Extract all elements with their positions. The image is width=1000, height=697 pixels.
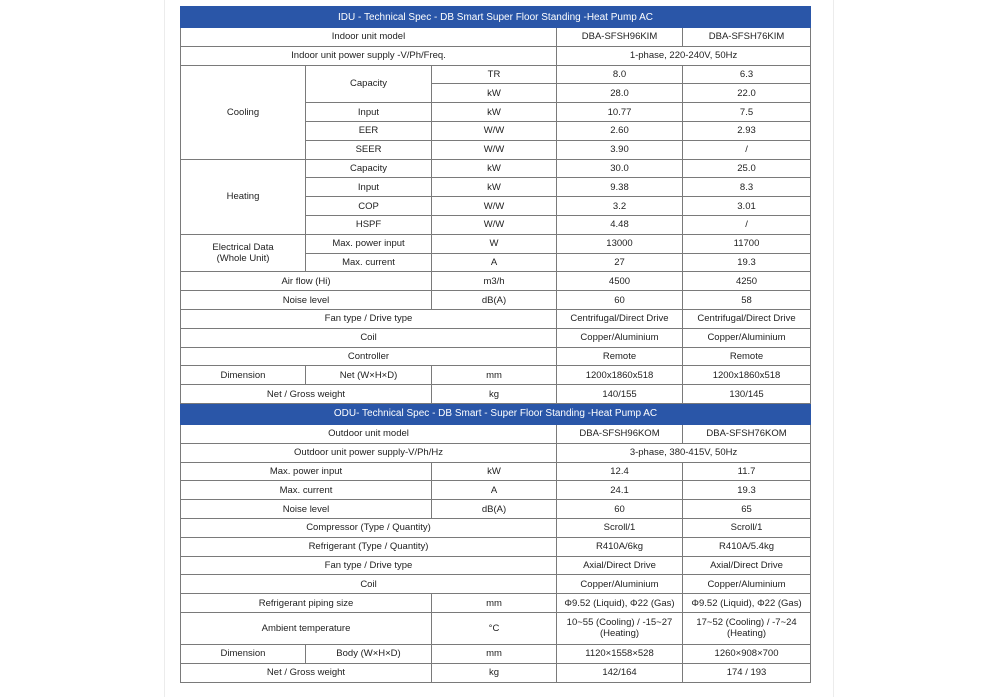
cell-value: 1200x1860x518	[683, 366, 811, 385]
cell-value: 7.5	[683, 103, 811, 122]
cell-value: 60	[557, 500, 683, 519]
cell-value: 3.2	[557, 197, 683, 216]
cell-value: Axial/Direct Drive	[557, 556, 683, 575]
cell-value: Copper/Aluminium	[683, 328, 811, 347]
table-row	[181, 663, 811, 682]
cell-value: 4500	[557, 272, 683, 291]
group-label: Cooling	[181, 65, 306, 159]
row-label: Noise level	[181, 500, 432, 519]
row-label: Refrigerant (Type / Quantity)	[181, 537, 557, 556]
cell-value: 6.3	[683, 65, 811, 84]
cell-value: 11700	[683, 234, 811, 253]
table-row	[181, 309, 811, 328]
electrical-label-line2: (Whole Unit)	[216, 253, 270, 265]
cell-value: /	[683, 215, 811, 234]
cell-value: 12.4	[557, 462, 683, 481]
unit-cell: kW	[432, 84, 557, 103]
cell-value: 30.0	[557, 159, 683, 178]
table-row	[181, 46, 811, 65]
row-label: Fan type / Drive type	[181, 556, 557, 575]
cell-value: Φ9.52 (Liquid), Φ22 (Gas)	[683, 594, 811, 613]
table-row	[181, 291, 811, 310]
row-label: Outdoor unit power supply-V/Ph/Hz	[181, 443, 557, 462]
table-row	[181, 347, 811, 366]
cell-value: 1200x1860x518	[557, 366, 683, 385]
row-label: SEER	[306, 140, 432, 159]
row-label: Air flow (Hi)	[181, 272, 432, 291]
cell-value: 13000	[557, 234, 683, 253]
model-value: DBA-SFSH76KOM	[683, 424, 811, 443]
odu-title: ODU- Technical Spec - DB Smart - Super Floor Standing -Heat Pump AC	[181, 403, 811, 424]
table-row	[181, 612, 811, 644]
row-label: Max. power input	[181, 462, 432, 481]
cell-value: Remote	[557, 347, 683, 366]
row-label: Net / Gross weight	[181, 663, 432, 682]
cell-value: 4.48	[557, 215, 683, 234]
row-label: EER	[306, 121, 432, 140]
cell-value: Scroll/1	[557, 518, 683, 537]
cell-value: Φ9.52 (Liquid), Φ22 (Gas)	[557, 594, 683, 613]
electrical-label-line1: Electrical Data	[212, 242, 274, 254]
model-value: DBA-SFSH76KIM	[683, 28, 811, 47]
cell-value: 9.38	[557, 178, 683, 197]
table-row	[181, 443, 811, 462]
cell-value: 1260×908×700	[683, 644, 811, 663]
cell-value: 65	[683, 500, 811, 519]
unit-cell: kW	[432, 178, 557, 197]
cell-value: 2.60	[557, 121, 683, 140]
table-row	[181, 366, 811, 385]
row-label: COP	[306, 197, 432, 216]
spec-sheet	[165, 0, 833, 697]
cell-value: 140/155	[557, 385, 683, 404]
group-label: Heating	[181, 159, 306, 234]
unit-cell: TR	[432, 65, 557, 84]
cell-value: 60	[557, 291, 683, 310]
row-sublabel: Body (W×H×D)	[306, 644, 432, 663]
cell-value	[683, 612, 811, 644]
row-label: Dimension	[181, 366, 306, 385]
cell-value: R410A/5.4kg	[683, 537, 811, 556]
row-label: HSPF	[306, 215, 432, 234]
unit-cell: mm	[432, 594, 557, 613]
table-row	[181, 272, 811, 291]
odu-title-row	[181, 403, 811, 424]
table-row	[181, 481, 811, 500]
cell-value: 1120×1558×528	[557, 644, 683, 663]
unit-cell: °C	[432, 612, 557, 644]
row-sublabel: Net (W×H×D)	[306, 366, 432, 385]
row-label: Input	[306, 178, 432, 197]
cell-value: Centrifugal/Direct Drive	[683, 309, 811, 328]
ambient-value-line2: (Heating)	[599, 628, 640, 640]
cell-value: Remote	[683, 347, 811, 366]
cell-value: 24.1	[557, 481, 683, 500]
unit-cell: dB(A)	[432, 291, 557, 310]
cell-value: 19.3	[683, 481, 811, 500]
cell-value: Copper/Aluminium	[557, 575, 683, 594]
row-label: Coil	[181, 328, 557, 347]
row-label: Controller	[181, 347, 557, 366]
unit-cell: kg	[432, 663, 557, 682]
cell-value: 8.0	[557, 65, 683, 84]
row-label: Max. power input	[306, 234, 432, 253]
cell-value: 58	[683, 291, 811, 310]
table-row	[181, 65, 811, 84]
unit-cell: W	[432, 234, 557, 253]
cell-value: 25.0	[683, 159, 811, 178]
cell-value: 3.01	[683, 197, 811, 216]
cell-value: 2.93	[683, 121, 811, 140]
cell-value: Axial/Direct Drive	[683, 556, 811, 575]
cell-value: 27	[557, 253, 683, 272]
table-row	[181, 28, 811, 47]
table-row	[181, 500, 811, 519]
cell-value: Scroll/1	[683, 518, 811, 537]
row-label: Outdoor unit model	[181, 424, 557, 443]
unit-cell: W/W	[432, 121, 557, 140]
cell-value: 4250	[683, 272, 811, 291]
ambient-value-line2: (Heating)	[726, 628, 767, 640]
unit-cell: m3/h	[432, 272, 557, 291]
unit-cell: kW	[432, 159, 557, 178]
cell-value	[557, 612, 683, 644]
unit-cell: kg	[432, 385, 557, 404]
table-row	[181, 556, 811, 575]
table-row	[181, 575, 811, 594]
ambient-value-line1: 17~52 (Cooling) / -7~24	[696, 617, 797, 629]
cell-value: 11.7	[683, 462, 811, 481]
table-row	[181, 385, 811, 404]
unit-cell: A	[432, 253, 557, 272]
row-label: Coil	[181, 575, 557, 594]
row-label: Indoor unit model	[181, 28, 557, 47]
cell-value: /	[683, 140, 811, 159]
table-row	[181, 537, 811, 556]
cell-value: 22.0	[683, 84, 811, 103]
row-label: Net / Gross weight	[181, 385, 432, 404]
row-label: Max. current	[181, 481, 432, 500]
row-label: Compressor (Type / Quantity)	[181, 518, 557, 537]
cell-value: 174 / 193	[683, 663, 811, 682]
cell-value: 130/145	[683, 385, 811, 404]
row-label: Max. current	[306, 253, 432, 272]
row-label: Indoor unit power supply -V/Ph/Freq.	[181, 46, 557, 65]
row-label: Dimension	[181, 644, 306, 663]
cell-value: 1-phase, 220-240V, 50Hz	[557, 46, 811, 65]
table-row	[181, 518, 811, 537]
unit-cell: W/W	[432, 197, 557, 216]
unit-cell: W/W	[432, 215, 557, 234]
cell-value: Centrifugal/Direct Drive	[557, 309, 683, 328]
cell-value: 142/164	[557, 663, 683, 682]
row-label: Fan type / Drive type	[181, 309, 557, 328]
cell-value: 10.77	[557, 103, 683, 122]
row-label: Capacity	[306, 65, 432, 103]
row-label: Ambient temperature	[181, 612, 432, 644]
model-value: DBA-SFSH96KOM	[557, 424, 683, 443]
row-label: Capacity	[306, 159, 432, 178]
table-row	[181, 234, 811, 253]
cell-value: 19.3	[683, 253, 811, 272]
table-row	[181, 424, 811, 443]
cell-value: Copper/Aluminium	[557, 328, 683, 347]
table-row	[181, 462, 811, 481]
table-row	[181, 159, 811, 178]
unit-cell: dB(A)	[432, 500, 557, 519]
cell-value: R410A/6kg	[557, 537, 683, 556]
table-row	[181, 594, 811, 613]
table-row	[181, 328, 811, 347]
row-label: Input	[306, 103, 432, 122]
ambient-value-line1: 10~55 (Cooling) / -15~27	[566, 617, 673, 629]
unit-cell: kW	[432, 103, 557, 122]
idu-title: IDU - Technical Spec - DB Smart Super Floor Standing -Heat Pump AC	[181, 7, 811, 28]
row-label: Refrigerant piping size	[181, 594, 432, 613]
unit-cell: W/W	[432, 140, 557, 159]
row-label: Noise level	[181, 291, 432, 310]
unit-cell: A	[432, 481, 557, 500]
table-row	[181, 644, 811, 663]
cell-value: 28.0	[557, 84, 683, 103]
cell-value: 3-phase, 380-415V, 50Hz	[557, 443, 811, 462]
model-value: DBA-SFSH96KIM	[557, 28, 683, 47]
unit-cell: kW	[432, 462, 557, 481]
spec-table	[180, 6, 811, 683]
unit-cell: mm	[432, 644, 557, 663]
unit-cell: mm	[432, 366, 557, 385]
group-label	[181, 234, 306, 272]
cell-value: 8.3	[683, 178, 811, 197]
cell-value: Copper/Aluminium	[683, 575, 811, 594]
idu-title-row	[181, 7, 811, 28]
cell-value: 3.90	[557, 140, 683, 159]
